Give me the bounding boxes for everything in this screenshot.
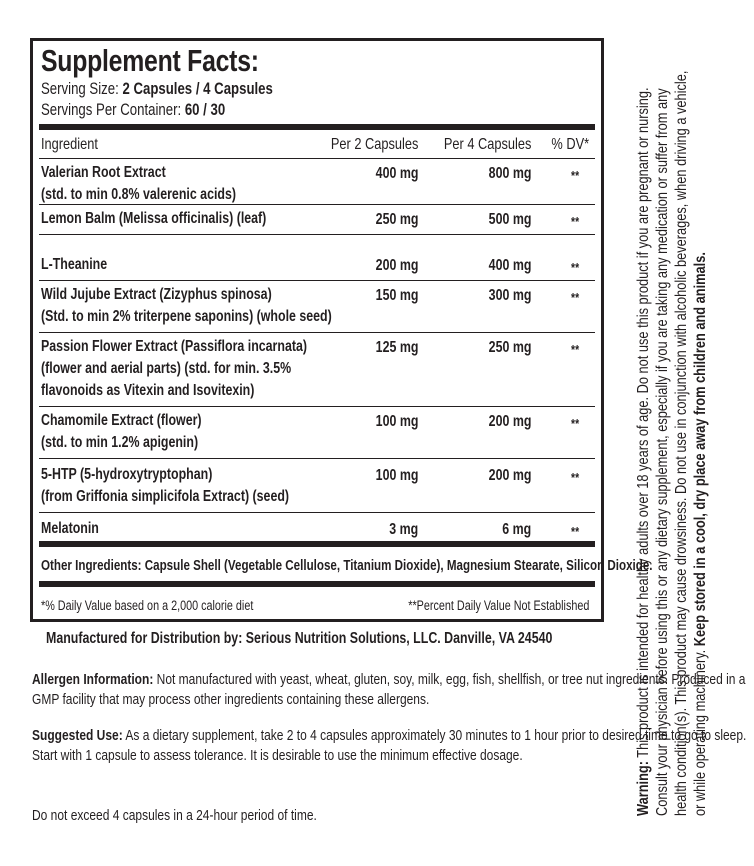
other-ingredients-bottom-bar: [39, 581, 595, 587]
table-row: [33, 461, 601, 513]
row-divider: [39, 458, 595, 459]
table-row: [33, 205, 601, 235]
table-row: [33, 407, 601, 459]
column-header-ingredient: Ingredient: [41, 136, 98, 153]
supplement-facts-panel: [30, 38, 653, 622]
other-ingredients-top-bar: [39, 541, 595, 547]
serving-size-value: 2 Capsules / 4 Capsules: [122, 80, 273, 98]
per-4-capsules-value: 300 mg: [488, 287, 531, 304]
table-row: [33, 333, 601, 407]
per-4-capsules-value: 500 mg: [488, 211, 531, 228]
ingredient-name: Passion Flower Extract (Passiflora incarnata) (flower and aerial parts) (std. for min. 3.5% flavonoids as Vitexin and Isovitexin): [41, 338, 308, 399]
ingredient-name: L-Theanine: [41, 256, 108, 273]
per-2-capsules-value: 100 mg: [375, 467, 418, 484]
servings-per-label: Servings Per Container:: [41, 101, 182, 119]
per-2-capsules-value: 3 mg: [389, 521, 418, 538]
table-row: [33, 159, 601, 205]
daily-value: **: [570, 524, 579, 539]
per-4-capsules-value: 6 mg: [502, 521, 531, 538]
daily-value: **: [570, 214, 579, 229]
ingredient-name: Lemon Balm (Melissa officinalis) (leaf): [41, 210, 267, 227]
daily-value: **: [570, 168, 579, 183]
warning-text: This product is intended for healthy adults over 18 years of age. Do not use this product if you are pregnant or nursing. Consult your physician before using this or any dietary supplement, especially if you are taking any medication or suffer from any health condition(s). This product may cause drowsiness. Do not use in conjunction with alcoholic beverages, when driving a vehicle, or while operating machinery.: [635, 70, 709, 816]
per-2-capsules-value: 125 mg: [375, 339, 418, 356]
daily-value: **: [570, 342, 579, 357]
ingredient-name: Chamomile Extract (flower) (std. to min 1.2% apigenin): [41, 412, 202, 451]
row-divider: [39, 512, 595, 513]
ingredient-name: Melatonin: [41, 520, 99, 537]
table-row: [33, 251, 601, 281]
column-header-per4: Per 4 Capsules: [443, 136, 531, 153]
ingredient-name: 5-HTP (5-hydroxytryptophan) (from Griffonia simplicifola Extract) (seed): [41, 466, 290, 505]
per-2-capsules-value: 100 mg: [375, 413, 418, 430]
daily-value: **: [570, 470, 579, 485]
allergen-label: Allergen Information:: [32, 671, 154, 688]
row-divider: [39, 234, 595, 235]
daily-value: **: [570, 416, 579, 431]
daily-value: **: [570, 260, 579, 275]
column-header-per2: Per 2 Capsules: [330, 136, 418, 153]
warning-label: Warning:: [635, 761, 652, 816]
max-dose-statement: Do not exceed 4 capsules in a 24-hour period of time.: [32, 807, 317, 824]
table-row: [33, 515, 601, 541]
servings-per-value: 60 / 30: [184, 101, 226, 119]
servings-per-container: [41, 102, 271, 119]
serving-size: [41, 81, 331, 98]
storage-statement: Keep stored in a cool, dry place away from children and animals.: [692, 252, 709, 647]
table-row: [33, 281, 601, 333]
ingredient-name: Wild Jujube Extract (Zizyphus spinosa) (Std. to min 2% triterpene saponins) (whole seed): [41, 286, 332, 325]
suggested-use-label: Suggested Use:: [32, 727, 123, 744]
manufacturer-statement: Manufactured for Distribution by: Serious Nutrition Solutions, LLC. Danville, VA 24540: [46, 630, 553, 647]
ingredient-name: Valerian Root Extract (std. to min 0.8% valerenic acids): [41, 164, 237, 203]
footnote-daily-value: *% Daily Value based on a 2,000 calorie diet: [41, 598, 254, 613]
serving-size-label: Serving Size:: [41, 80, 119, 98]
column-header-dv: % DV*: [551, 136, 589, 153]
other-ingredients: Other Ingredients: Capsule Shell (Vegetable Cellulose, Titanium Dioxide), Magnesium Stearate, Silicon Dioxide.: [41, 558, 653, 574]
daily-value: **: [570, 290, 579, 305]
per-2-capsules-value: 250 mg: [375, 211, 418, 228]
warning-panel: [634, 56, 754, 816]
per-4-capsules-value: 200 mg: [488, 467, 531, 484]
per-4-capsules-value: 200 mg: [488, 413, 531, 430]
per-4-capsules-value: 800 mg: [488, 165, 531, 182]
per-2-capsules-value: 150 mg: [375, 287, 418, 304]
per-4-capsules-value: 400 mg: [488, 257, 531, 274]
suggested-use-text: As a dietary supplement, take 2 to 4 capsules approximately 30 minutes to 1 hour prior to desired time to go to sleep. Start with 1 capsule to assess tolerance. It is desirable to use the minimum effective dosage.: [32, 727, 747, 764]
per-4-capsules-value: 250 mg: [488, 339, 531, 356]
facts-title: Supplement Facts:: [41, 43, 259, 78]
header-divider-bar: [39, 124, 595, 130]
footnote-not-established: **Percent Daily Value Not Established: [407, 598, 589, 613]
allergen-text: Not manufactured with yeast, wheat, gluten, soy, milk, egg, fish, shellfish, or tree nut ingredients. Produced in a GMP facility that may process other ingredients containing these allergens.: [32, 671, 746, 708]
per-2-capsules-value: 200 mg: [375, 257, 418, 274]
per-2-capsules-value: 400 mg: [375, 165, 418, 182]
